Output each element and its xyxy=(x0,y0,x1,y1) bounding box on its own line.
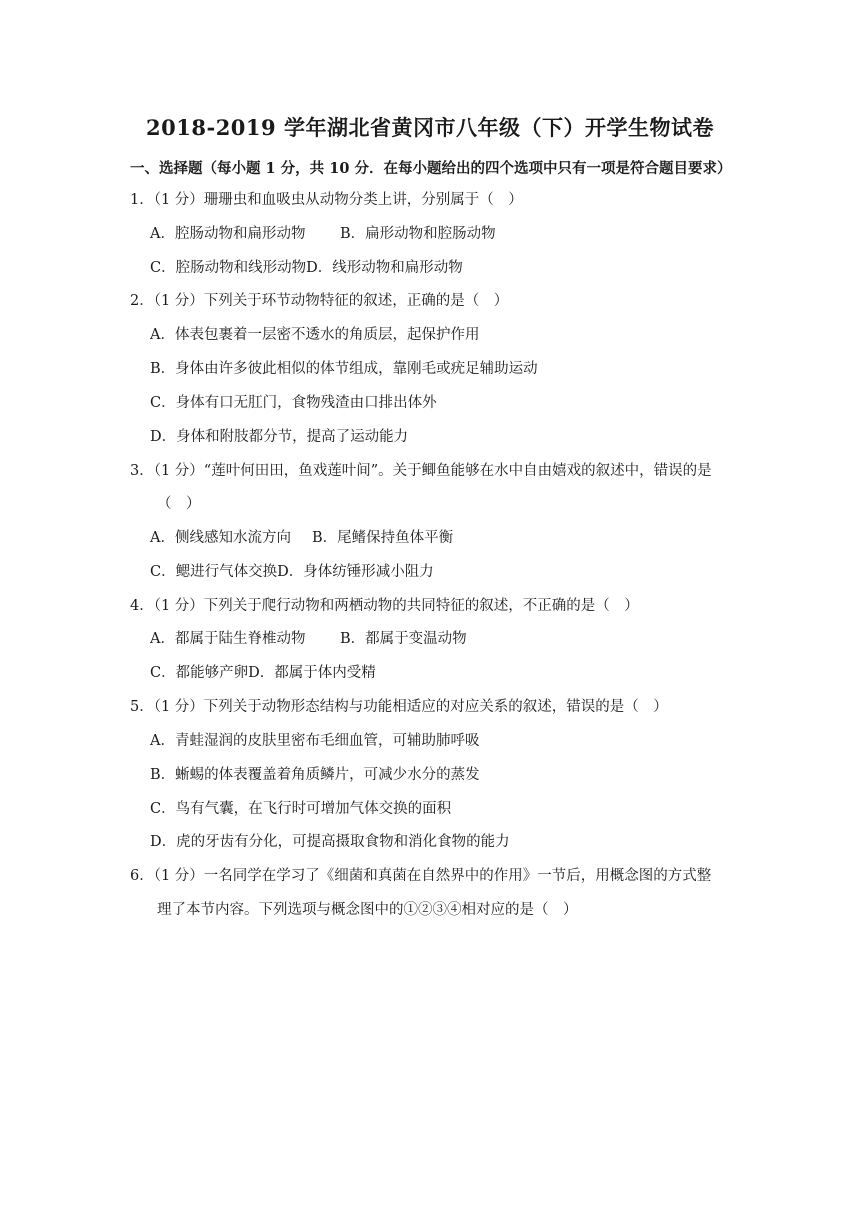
question-1-stem: 1．（1 分）珊珊虫和血吸虫从动物分类上讲，分别属于（ ） xyxy=(130,192,523,208)
question-3-stem: 3．（1 分）“莲叶何田田，鱼戏莲叶间”。关于鲫鱼能够在水中自由嬉戏的叙述中，错误的是 xyxy=(130,463,712,479)
question-3-option-b[interactable]: B．尾鳍保持鱼体平衡 xyxy=(312,530,454,546)
question-1-option-a[interactable]: A．腔肠动物和扁形动物 xyxy=(150,226,306,242)
question-1-option-b[interactable]: B．扁形动物和腔肠动物 xyxy=(340,226,496,242)
question-4-option-b[interactable]: B．都属于变温动物 xyxy=(340,631,467,647)
question-4-option-cd[interactable]: C．都能够产卵D．都属于体内受精 xyxy=(150,665,376,681)
question-5-option-c[interactable]: C．鸟有气囊，在飞行时可增加气体交换的面积 xyxy=(150,801,452,817)
question-3-stem-continued: （ ） xyxy=(157,496,201,512)
question-1-option-cd[interactable]: C．腔肠动物和线形动物D．线形动物和扁形动物 xyxy=(150,260,463,276)
question-5-option-b[interactable]: B．蜥蜴的体表覆盖着角质鳞片，可减少水分的蒸发 xyxy=(150,767,480,783)
question-4-option-a[interactable]: A．都属于陆生脊椎动物 xyxy=(150,631,306,647)
section-heading: 一、选择题（每小题 1 分，共 10 分．在每小题给出的四个选项中只有一项是符合题目要求） xyxy=(130,160,732,177)
question-6-stem: 6．（1 分）一名同学在学习了《细菌和真菌在自然界中的作用》一节后，用概念图的方式整 xyxy=(130,868,712,884)
question-2-stem: 2．（1 分）下列关于环节动物特征的叙述，正确的是（ ） xyxy=(130,293,509,309)
question-3-option-cd[interactable]: C．鳃进行气体交换D．身体纺锤形减小阻力 xyxy=(150,564,434,580)
question-6-stem-continued: 理了本节内容。下列选项与概念图中的①②③④相对应的是（ ） xyxy=(157,902,578,918)
question-2-option-d[interactable]: D．身体和附肢都分节，提高了运动能力 xyxy=(150,429,409,445)
question-2-option-a[interactable]: A．体表包裹着一层密不透水的角质层，起保护作用 xyxy=(150,327,480,343)
question-5-option-d[interactable]: D．虎的牙齿有分化，可提高摄取食物和消化食物的能力 xyxy=(150,834,510,850)
page-title: 2018-2019 学年湖北省黄冈市八年级（下）开学生物试卷 xyxy=(146,115,714,140)
question-5-stem: 5．（1 分）下列关于动物形态结构与功能相适应的对应关系的叙述，错误的是（ ） xyxy=(130,699,668,715)
question-2-option-c[interactable]: C．身体有口无肛门，食物残渣由口排出体外 xyxy=(150,395,437,411)
question-3-option-a[interactable]: A．侧线感知水流方向 xyxy=(150,530,291,546)
question-5-option-a[interactable]: A．青蛙湿润的皮肤里密布毛细血管，可辅助肺呼吸 xyxy=(150,733,480,749)
question-2-option-b[interactable]: B．身体由许多彼此相似的体节组成，靠刚毛或疣足辅助运动 xyxy=(150,361,538,377)
question-4-stem: 4．（1 分）下列关于爬行动物和两栖动物的共同特征的叙述，不正确的是（ ） xyxy=(130,598,639,614)
